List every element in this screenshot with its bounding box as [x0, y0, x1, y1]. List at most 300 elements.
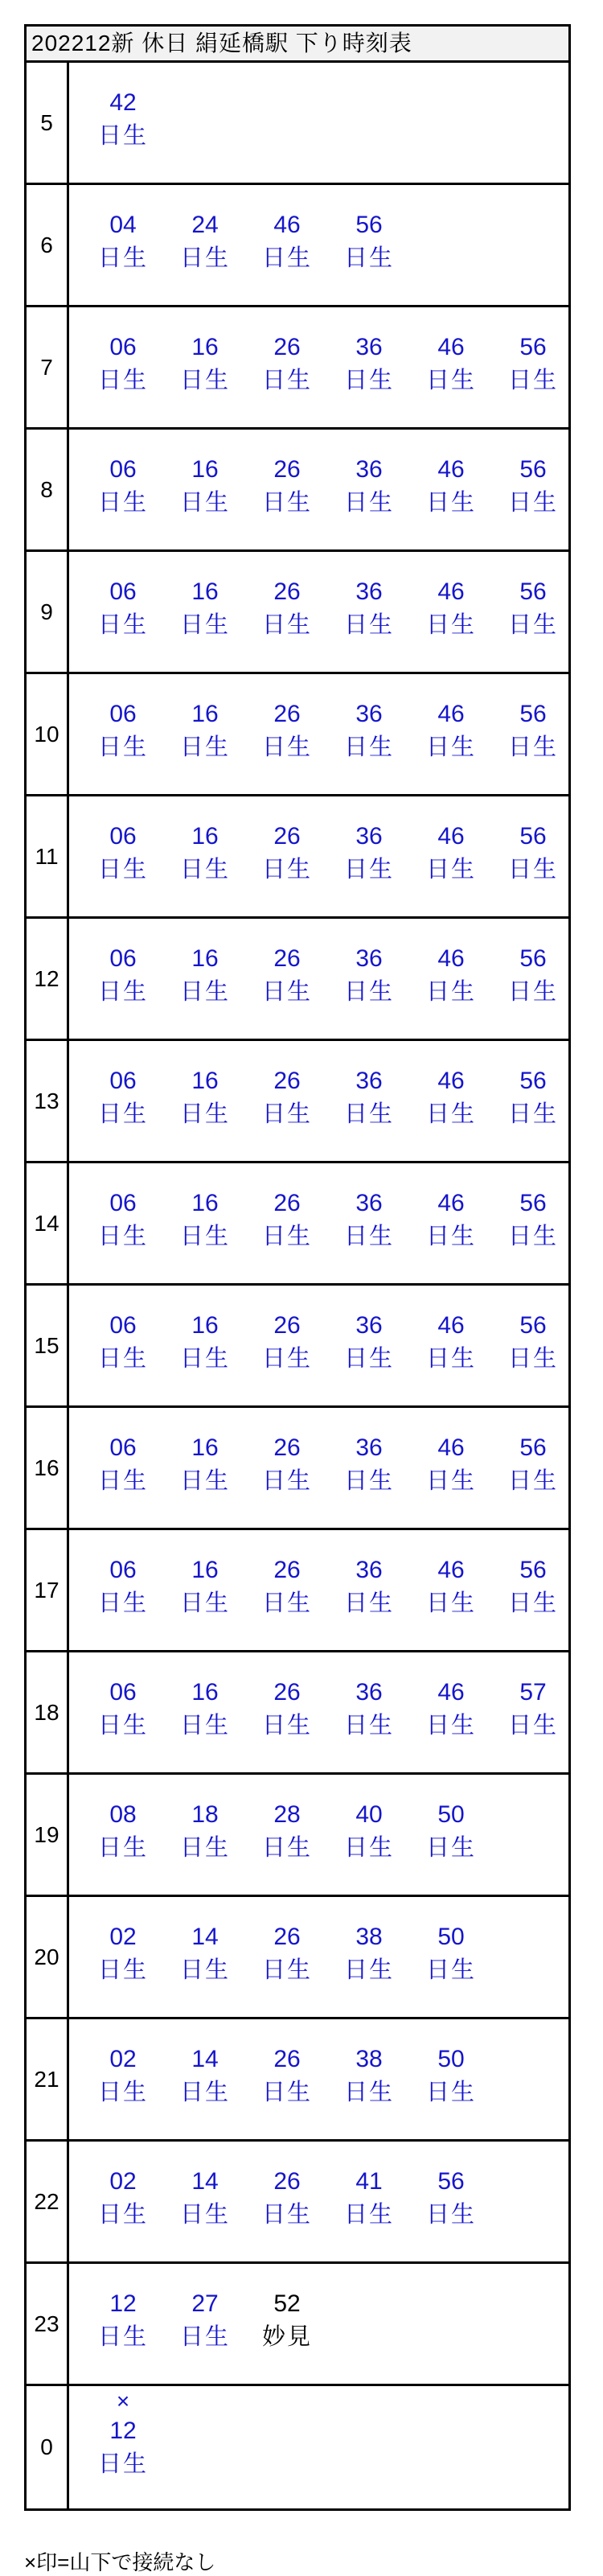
departure-destination: 日生: [507, 1101, 558, 1127]
departure-destination: 日生: [97, 1713, 148, 1739]
departure-destination: 日生: [425, 1224, 476, 1249]
departure-destination: 日生: [97, 1101, 148, 1127]
departure-destination: 日生: [425, 368, 476, 393]
departure: [259, 1065, 315, 1131]
departure-minute: 57: [519, 1679, 547, 1706]
departure: [341, 331, 397, 397]
departure: [259, 1432, 315, 1498]
departure-destination: 日生: [97, 2451, 148, 2477]
hour-label: 11: [27, 796, 69, 916]
hour-label: 15: [27, 1286, 69, 1405]
departure: [259, 2166, 315, 2232]
departure-minute: 46: [437, 578, 465, 605]
departure: [423, 943, 479, 1009]
departure: [341, 698, 397, 764]
departure-minute: 40: [355, 1801, 383, 1828]
departure: [423, 454, 479, 520]
departure-minute: 56: [519, 1434, 547, 1461]
departure-minute: 06: [109, 1434, 137, 1461]
departure-minute: 26: [273, 1190, 301, 1216]
departure: [505, 1310, 561, 1376]
departures-cell: [69, 1897, 568, 2017]
departure-destination: 日生: [507, 490, 558, 516]
departure-destination: 日生: [261, 1835, 312, 1861]
departure-minute: 26: [273, 945, 301, 972]
departure-destination: 日生: [179, 1101, 230, 1127]
departure-minute: 26: [273, 823, 301, 850]
timetable-grid: [24, 63, 571, 2511]
departure: [95, 576, 151, 642]
departure: [95, 698, 151, 764]
hour-row: [27, 796, 568, 919]
departure-destination: 日生: [261, 245, 312, 271]
departure: [95, 2288, 151, 2354]
departure: [341, 454, 397, 520]
hour-label: 6: [27, 185, 69, 305]
departure-destination: 日生: [343, 2080, 394, 2105]
departure: [259, 698, 315, 764]
departure-destination: 日生: [179, 857, 230, 883]
departure-minute: 26: [273, 701, 301, 727]
departures-cell: [69, 1775, 568, 1895]
departure-minute: 06: [109, 1557, 137, 1583]
departure: [341, 1065, 397, 1131]
departure: [95, 209, 151, 275]
departure-minute: 16: [191, 1190, 219, 1216]
departure: [341, 209, 397, 275]
departure: [95, 1432, 151, 1498]
departure: [95, 1554, 151, 1620]
hour-label: 0: [27, 2386, 69, 2508]
departure: [259, 576, 315, 642]
departure-minute: 02: [109, 1924, 137, 1950]
departure-destination: 日生: [97, 1468, 148, 1494]
departure-destination: 日生: [343, 368, 394, 393]
hour-label: 22: [27, 2142, 69, 2261]
departure: [177, 1677, 233, 1743]
departure-destination: 日生: [179, 1346, 230, 1372]
departure: [177, 1432, 233, 1498]
departure: [423, 821, 479, 887]
departure-destination: 日生: [179, 2080, 230, 2105]
hour-label: 16: [27, 1408, 69, 1528]
departure-destination: 日生: [261, 735, 312, 760]
departure-minute: 56: [355, 212, 383, 238]
departure-destination: 妙見: [261, 2324, 312, 2350]
departure-destination: 日生: [343, 735, 394, 760]
departure-destination: 日生: [179, 1590, 230, 1616]
departures-cell: [69, 2264, 568, 2384]
departure-destination: 日生: [179, 245, 230, 271]
departure-minute: 36: [355, 945, 383, 972]
departure-minute: 46: [437, 1190, 465, 1216]
departure-destination: 日生: [343, 979, 394, 1005]
departure: [423, 576, 479, 642]
departure-minute: 56: [519, 701, 547, 727]
departures-cell: [69, 63, 568, 183]
departure-destination: 日生: [507, 857, 558, 883]
departure-minute: 46: [437, 1068, 465, 1094]
departure-minute: 36: [355, 1679, 383, 1706]
hour-label: 20: [27, 1897, 69, 2017]
departure: [95, 454, 151, 520]
footer-note: ×印=山下で接続なし: [24, 2550, 216, 2574]
departure-destination: 日生: [425, 2080, 476, 2105]
departure-minute: 26: [273, 334, 301, 360]
departures-cell: [69, 919, 568, 1039]
hour-row: [27, 552, 568, 674]
departure: [505, 1065, 561, 1131]
departure-minute: 36: [355, 823, 383, 850]
departure: [259, 1554, 315, 1620]
departure: [341, 1310, 397, 1376]
departure-minute: 26: [273, 1924, 301, 1950]
departure: [95, 331, 151, 397]
departure-minute: 36: [355, 1190, 383, 1216]
hour-row: [27, 674, 568, 796]
departure-destination: 日生: [261, 1957, 312, 1983]
hour-label: 18: [27, 1652, 69, 1772]
departure: [259, 1310, 315, 1376]
departure: [505, 454, 561, 520]
departure-minute: 06: [109, 1312, 137, 1339]
departure-minute: 46: [437, 456, 465, 483]
departure-destination: 日生: [507, 1590, 558, 1616]
departure: [259, 821, 315, 887]
departure-destination: 日生: [425, 1835, 476, 1861]
departure: [423, 1432, 479, 1498]
departure-destination: 日生: [507, 979, 558, 1005]
departure-minute: 50: [437, 1801, 465, 1828]
departure-minute: 16: [191, 334, 219, 360]
departure: [341, 2043, 397, 2109]
departures-cell: [69, 796, 568, 916]
hour-label: 5: [27, 63, 69, 183]
departures-cell: [69, 307, 568, 427]
departure: [341, 2166, 397, 2232]
departures-cell: [69, 2142, 568, 2261]
departure-destination: 日生: [97, 245, 148, 271]
departure-destination: 日生: [261, 857, 312, 883]
departure-destination: 日生: [261, 1590, 312, 1616]
departure-minute: 36: [355, 334, 383, 360]
departure-minute: 16: [191, 1679, 219, 1706]
departure-destination: 日生: [425, 1101, 476, 1127]
departure: [423, 1677, 479, 1743]
departure-minute: 26: [273, 578, 301, 605]
departure-minute: 46: [273, 212, 301, 238]
departures-cell: [69, 1530, 568, 1650]
departure-minute: 06: [109, 334, 137, 360]
departure-minute: 26: [273, 1434, 301, 1461]
departure-destination: 日生: [179, 1835, 230, 1861]
departure-destination: 日生: [261, 2080, 312, 2105]
departure: [259, 331, 315, 397]
hour-row: [27, 2142, 568, 2264]
departure-destination: 日生: [425, 1590, 476, 1616]
departure: [423, 331, 479, 397]
departure-minute: 56: [519, 1557, 547, 1583]
departure: [95, 943, 151, 1009]
departure-destination: 日生: [179, 368, 230, 393]
departure: [259, 209, 315, 275]
departure-minute: 46: [437, 334, 465, 360]
departure-destination: 日生: [179, 1957, 230, 1983]
hour-row: [27, 1775, 568, 1897]
departures-cell: [69, 1286, 568, 1405]
departure-destination: 日生: [343, 245, 394, 271]
departure-minute: 56: [519, 578, 547, 605]
departure-minute: 36: [355, 578, 383, 605]
departure-destination: 日生: [425, 490, 476, 516]
departure-destination: 日生: [343, 1590, 394, 1616]
departure: [95, 87, 151, 153]
departure-minute: 50: [437, 1924, 465, 1950]
departure-destination: 日生: [97, 1590, 148, 1616]
hour-row: [27, 1530, 568, 1652]
departure: [259, 1799, 315, 1865]
departure-destination: 日生: [97, 1346, 148, 1372]
hour-label: 23: [27, 2264, 69, 2384]
departure: [341, 1554, 397, 1620]
departure-minute: 02: [109, 2046, 137, 2072]
departure-minute: 16: [191, 1068, 219, 1094]
departure-minute: 26: [273, 2168, 301, 2195]
departure: [259, 1187, 315, 1253]
departure: [505, 1432, 561, 1498]
departure: [177, 2288, 233, 2354]
departure: [177, 1065, 233, 1131]
departure-destination: 日生: [97, 2324, 148, 2350]
departure: [95, 2388, 151, 2481]
departure-minute: 24: [191, 212, 219, 238]
hour-label: 17: [27, 1530, 69, 1650]
departure: [505, 1187, 561, 1253]
departure-minute: 42: [109, 89, 137, 116]
departure-minute: 36: [355, 1068, 383, 1094]
departure-destination: 日生: [425, 1468, 476, 1494]
departure-minute: 26: [273, 2046, 301, 2072]
departure-destination: 日生: [507, 1713, 558, 1739]
departure-destination: 日生: [97, 1224, 148, 1249]
departure-destination: 日生: [179, 1224, 230, 1249]
departure-minute: 12: [109, 2418, 137, 2444]
departure-minute: 16: [191, 1312, 219, 1339]
departure-destination: 日生: [343, 1101, 394, 1127]
departure-destination: 日生: [343, 1713, 394, 1739]
departure-destination: 日生: [425, 979, 476, 1005]
departure-minute: 56: [519, 1190, 547, 1216]
timetable-title: 202212新 休日 絹延橋駅 下り時刻表: [24, 24, 571, 63]
departure-destination: 日生: [97, 2080, 148, 2105]
departure-destination: 日生: [179, 2202, 230, 2228]
departure: [259, 943, 315, 1009]
departure: [95, 1187, 151, 1253]
departure: [423, 698, 479, 764]
departure-minute: 38: [355, 1924, 383, 1950]
departure-minute: 16: [191, 945, 219, 972]
hour-label: 19: [27, 1775, 69, 1895]
departure: [341, 1187, 397, 1253]
departure-destination: 日生: [507, 1468, 558, 1494]
hour-row: [27, 63, 568, 185]
departure-minute: 46: [437, 945, 465, 972]
departure-minute: 36: [355, 1557, 383, 1583]
departure-destination: 日生: [261, 368, 312, 393]
hour-row: [27, 919, 568, 1041]
departure-destination: 日生: [179, 612, 230, 638]
departure: [95, 1065, 151, 1131]
departure-destination: 日生: [261, 2202, 312, 2228]
departure: [95, 1799, 151, 1865]
departure: [177, 576, 233, 642]
departure-minute: 56: [519, 456, 547, 483]
departure: [423, 1921, 479, 1987]
departure-minute: 06: [109, 1679, 137, 1706]
departures-cell: [69, 552, 568, 672]
departure-destination: 日生: [97, 979, 148, 1005]
departure-destination: 日生: [97, 735, 148, 760]
departure: [341, 1677, 397, 1743]
departure-minute: 26: [273, 456, 301, 483]
hour-label: 10: [27, 674, 69, 794]
departures-cell: [69, 674, 568, 794]
departure-destination: 日生: [425, 1957, 476, 1983]
departure: [177, 2043, 233, 2109]
departure: [341, 821, 397, 887]
departure-destination: 日生: [507, 1346, 558, 1372]
departure-destination: 日生: [343, 1224, 394, 1249]
departure-destination: 日生: [425, 735, 476, 760]
departure-minute: 27: [191, 2290, 219, 2317]
departure-destination: 日生: [507, 612, 558, 638]
hour-label: 14: [27, 1163, 69, 1283]
departure-destination: 日生: [179, 1713, 230, 1739]
hour-label: 13: [27, 1041, 69, 1161]
departure: [177, 1921, 233, 1987]
departure-destination: 日生: [97, 123, 148, 149]
hour-label: 12: [27, 919, 69, 1039]
departure-minute: 56: [519, 1068, 547, 1094]
no-connection-mark: ×: [116, 2389, 130, 2413]
hour-row: [27, 1286, 568, 1408]
departure: [95, 2166, 151, 2232]
departure: [341, 1921, 397, 1987]
departure-destination: 日生: [97, 612, 148, 638]
departure-minute: 08: [109, 1801, 137, 1828]
departure: [505, 1554, 561, 1620]
departure-minute: 46: [437, 1434, 465, 1461]
departure-minute: 06: [109, 1068, 137, 1094]
departure-destination: 日生: [97, 368, 148, 393]
departure: [259, 2288, 315, 2354]
departure-destination: 日生: [261, 1713, 312, 1739]
departure-minute: 28: [273, 1801, 301, 1828]
departure: [505, 943, 561, 1009]
departure: [505, 1677, 561, 1743]
departure: [177, 1554, 233, 1620]
departure-minute: 14: [191, 2046, 219, 2072]
departure-minute: 26: [273, 1679, 301, 1706]
departure-minute: 18: [191, 1801, 219, 1828]
departure-minute: 46: [437, 701, 465, 727]
departure-destination: 日生: [179, 1468, 230, 1494]
departure-destination: 日生: [261, 979, 312, 1005]
departure: [423, 1554, 479, 1620]
hour-row: [27, 2264, 568, 2386]
departure-minute: 46: [437, 1679, 465, 1706]
hour-row: [27, 1897, 568, 2019]
departure-minute: 12: [109, 2290, 137, 2317]
departure: [423, 1187, 479, 1253]
departure-destination: 日生: [97, 1957, 148, 1983]
departure: [423, 2043, 479, 2109]
hour-label: 7: [27, 307, 69, 427]
departures-cell: [69, 2019, 568, 2139]
hour-label: 21: [27, 2019, 69, 2139]
departure-minute: 46: [437, 823, 465, 850]
departure-minute: 06: [109, 701, 137, 727]
departure-destination: 日生: [97, 857, 148, 883]
departure-destination: 日生: [97, 490, 148, 516]
departure-minute: 56: [519, 823, 547, 850]
departures-cell: [69, 185, 568, 305]
departure-destination: 日生: [97, 1835, 148, 1861]
departure: [95, 1310, 151, 1376]
departure-destination: 日生: [425, 857, 476, 883]
hour-row: [27, 185, 568, 307]
departure-destination: 日生: [425, 2202, 476, 2228]
departures-cell: [69, 1041, 568, 1161]
departure-destination: 日生: [425, 612, 476, 638]
departure: [95, 1921, 151, 1987]
hour-row: [27, 2019, 568, 2142]
departure: [341, 1799, 397, 1865]
hour-label: 9: [27, 552, 69, 672]
departure-minute: 06: [109, 1190, 137, 1216]
departures-cell: [69, 2386, 568, 2508]
timetable-sheet: [24, 24, 571, 2511]
departure: [259, 2043, 315, 2109]
departure-minute: 06: [109, 578, 137, 605]
departure-destination: 日生: [261, 1468, 312, 1494]
departure: [505, 331, 561, 397]
departure: [177, 1310, 233, 1376]
departure-minute: 36: [355, 456, 383, 483]
departure-minute: 16: [191, 1557, 219, 1583]
hour-row: [27, 1163, 568, 1286]
departure-minute: 36: [355, 1434, 383, 1461]
departures-cell: [69, 1408, 568, 1528]
hour-row: [27, 2386, 568, 2508]
departure-minute: 04: [109, 212, 137, 238]
departure: [259, 454, 315, 520]
hour-row: [27, 1041, 568, 1163]
departure-destination: 日生: [97, 2202, 148, 2228]
departures-cell: [69, 1163, 568, 1283]
departure-destination: 日生: [179, 735, 230, 760]
departure: [505, 698, 561, 764]
departure-destination: 日生: [343, 1835, 394, 1861]
departure-destination: 日生: [425, 1713, 476, 1739]
departure-destination: 日生: [179, 2324, 230, 2350]
hour-row: [27, 1652, 568, 1775]
departure-destination: 日生: [261, 490, 312, 516]
departures-cell: [69, 1652, 568, 1772]
departure-destination: 日生: [343, 490, 394, 516]
departure-destination: 日生: [343, 1346, 394, 1372]
departure: [505, 821, 561, 887]
